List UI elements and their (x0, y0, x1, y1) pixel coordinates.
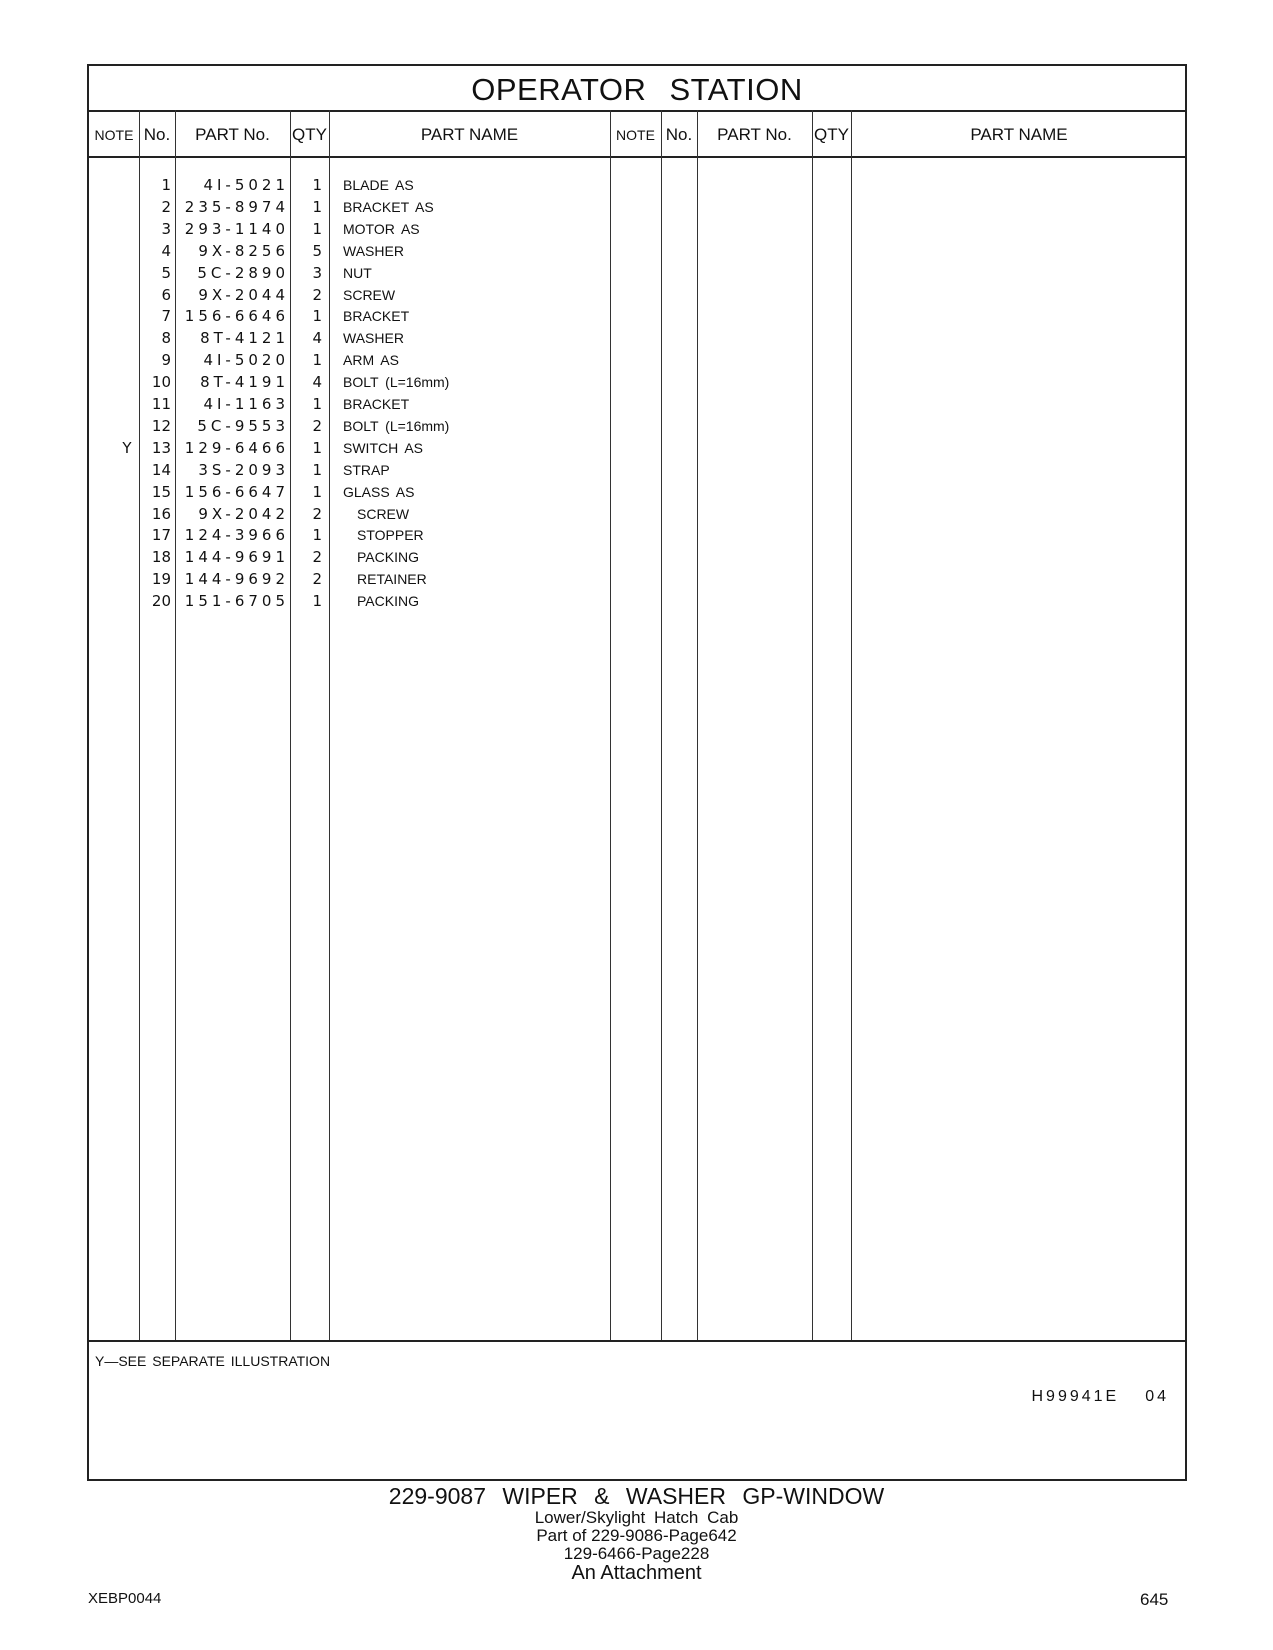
quantity-cell: 1 (312, 526, 322, 545)
header-part-name: PART NAME (420, 125, 519, 144)
item-number-cell: 13 (151, 438, 171, 457)
caption-line: An Attachment (571, 1562, 702, 1584)
part-name-cell: BOLT (L=16mm) (343, 417, 450, 434)
footer-divider (89, 1340, 1185, 1342)
table-row (89, 327, 649, 350)
item-number-cell: 19 (151, 570, 171, 589)
table-row (89, 174, 649, 197)
part-name-cell: BRACKET AS (343, 198, 434, 215)
table-row (89, 371, 649, 394)
part-number-cell: 9X-2044 (198, 285, 289, 304)
part-name-cell: BRACKET (343, 308, 410, 325)
column-divider (697, 110, 698, 1340)
part-name-cell: STOPPER (357, 527, 424, 544)
item-number-cell: 12 (151, 416, 171, 435)
quantity-cell: 4 (312, 329, 322, 348)
part-number-cell: 156-6646 (184, 307, 289, 326)
table-row (89, 349, 649, 372)
table-row (89, 262, 649, 285)
part-name-cell: GLASS AS (343, 483, 415, 500)
part-number-cell: 151-6705 (184, 592, 289, 611)
table-row (89, 437, 649, 460)
table-row (89, 284, 649, 307)
quantity-cell: 1 (312, 438, 322, 457)
drawing-code-id: H99941E (1031, 1388, 1120, 1405)
footnote: Y—SEE SEPARATE ILLUSTRATION (95, 1353, 331, 1369)
header-no-right: No. (665, 125, 693, 144)
part-number-cell: 156-6647 (184, 482, 289, 501)
quantity-cell: 1 (312, 395, 322, 413)
part-number-cell: 3S-2093 (198, 460, 289, 479)
table-row (89, 415, 649, 438)
table-row (89, 196, 649, 219)
header-part-no-right: PART No. (717, 125, 792, 144)
header-qty-right: QTY (814, 125, 849, 144)
table-row (89, 459, 649, 482)
part-number-cell: 5C-2890 (197, 263, 289, 282)
item-number-cell: 6 (161, 285, 171, 304)
quantity-cell: 1 (312, 460, 322, 479)
quantity-cell: 1 (312, 176, 322, 194)
part-number-cell: 5C-9553 (197, 416, 289, 435)
item-number-cell: 18 (151, 548, 171, 567)
header-note: NOTE (94, 127, 134, 143)
item-number-cell: 3 (161, 219, 171, 238)
part-number-cell: 8T-4191 (200, 373, 289, 392)
part-name-cell: STRAP (343, 461, 390, 478)
part-name-cell: SCREW (357, 505, 410, 522)
quantity-cell: 2 (312, 504, 322, 523)
quantity-cell: 1 (312, 307, 322, 326)
section-title: OPERATOR STATION (471, 72, 803, 107)
item-number-cell: 17 (151, 526, 171, 545)
parts-table-frame (87, 64, 1187, 1481)
note-cell: Y (122, 438, 132, 457)
item-number-cell: 5 (161, 263, 171, 282)
part-name-cell: BOLT (L=16mm) (343, 374, 450, 391)
part-number-cell: 8T-4121 (200, 329, 289, 348)
table-row (89, 568, 649, 591)
part-number-cell: 4I-5021 (203, 176, 289, 194)
part-number-cell: 235-8974 (184, 197, 289, 216)
item-number-cell: 16 (151, 504, 171, 523)
quantity-cell: 1 (312, 482, 322, 501)
part-number-cell: 293-1140 (184, 219, 289, 238)
table-row (89, 218, 649, 241)
item-number-cell: 1 (161, 176, 171, 194)
quantity-cell: 5 (312, 241, 322, 260)
quantity-cell: 1 (312, 219, 322, 238)
drawing-code (1031, 1388, 1169, 1406)
group-title: 229-9087 WIPER & WASHER GP-WINDOW (388, 1483, 885, 1509)
page-number: 645 (1140, 1590, 1169, 1609)
item-number-cell: 20 (151, 592, 171, 611)
item-number-cell: 15 (151, 482, 171, 501)
caption-line: Lower/Skylight Hatch Cab (534, 1508, 739, 1527)
part-name-cell: ARM AS (343, 352, 399, 369)
part-name-cell: BLADE AS (343, 177, 414, 193)
item-number-cell: 10 (151, 373, 171, 392)
header-part-no: PART No. (195, 125, 270, 144)
part-number-cell: 144-9691 (184, 548, 289, 567)
part-name-cell: MOTOR AS (343, 220, 420, 237)
part-name-cell: NUT (343, 264, 372, 281)
part-name-cell: PACKING (357, 593, 419, 610)
part-name-cell: RETAINER (357, 571, 427, 588)
header-part-name-right: PART NAME (970, 125, 1068, 144)
part-name-cell: PACKING (357, 549, 419, 566)
header-note-right: NOTE (616, 127, 655, 143)
document-id: XEBP0044 (88, 1590, 162, 1607)
quantity-cell: 1 (312, 197, 322, 216)
table-row (89, 240, 649, 263)
column-divider (812, 110, 813, 1340)
part-number-cell: 9X-8256 (198, 241, 289, 260)
table-row (89, 546, 649, 569)
quantity-cell: 2 (312, 416, 322, 435)
quantity-cell: 1 (312, 592, 322, 611)
table-row (89, 305, 649, 328)
column-divider (661, 110, 662, 1340)
quantity-cell: 2 (312, 285, 322, 304)
item-number-cell: 7 (161, 307, 171, 326)
part-name-cell: WASHER (343, 242, 404, 259)
item-number-cell: 9 (161, 351, 171, 370)
quantity-cell: 2 (312, 548, 322, 567)
table-row (89, 590, 649, 613)
item-number-cell: 2 (161, 197, 171, 216)
part-number-cell: 4I-1163 (203, 395, 289, 413)
quantity-cell: 3 (312, 263, 322, 282)
part-name-cell: SCREW (343, 286, 396, 303)
header-no: No. (143, 125, 171, 144)
table-row (89, 503, 649, 526)
quantity-cell: 1 (312, 351, 322, 370)
item-number-cell: 11 (151, 395, 171, 413)
item-number-cell: 14 (151, 460, 171, 479)
part-number-cell: 129-6466 (184, 438, 289, 457)
caption-line: Part of 229-9086-Page642 (536, 1526, 737, 1545)
part-number-cell: 144-9692 (184, 570, 289, 589)
drawing-code-rev: 04 (1145, 1388, 1169, 1405)
item-number-cell: 8 (161, 329, 171, 348)
table-row (89, 481, 649, 504)
table-row (89, 393, 649, 416)
part-number-cell: 4I-5020 (203, 351, 289, 370)
column-divider (851, 110, 852, 1340)
quantity-cell: 4 (312, 373, 322, 392)
item-number-cell: 4 (161, 241, 171, 260)
header-qty: QTY (292, 125, 327, 144)
caption-line: 129-6466-Page228 (563, 1544, 710, 1563)
table-row (89, 524, 649, 547)
part-number-cell: 124-3966 (184, 526, 289, 545)
quantity-cell: 2 (312, 570, 322, 589)
part-number-cell: 9X-2042 (198, 504, 289, 523)
part-name-cell: SWITCH AS (343, 439, 424, 456)
part-name-cell: BRACKET (343, 396, 410, 412)
part-name-cell: WASHER (343, 330, 404, 347)
